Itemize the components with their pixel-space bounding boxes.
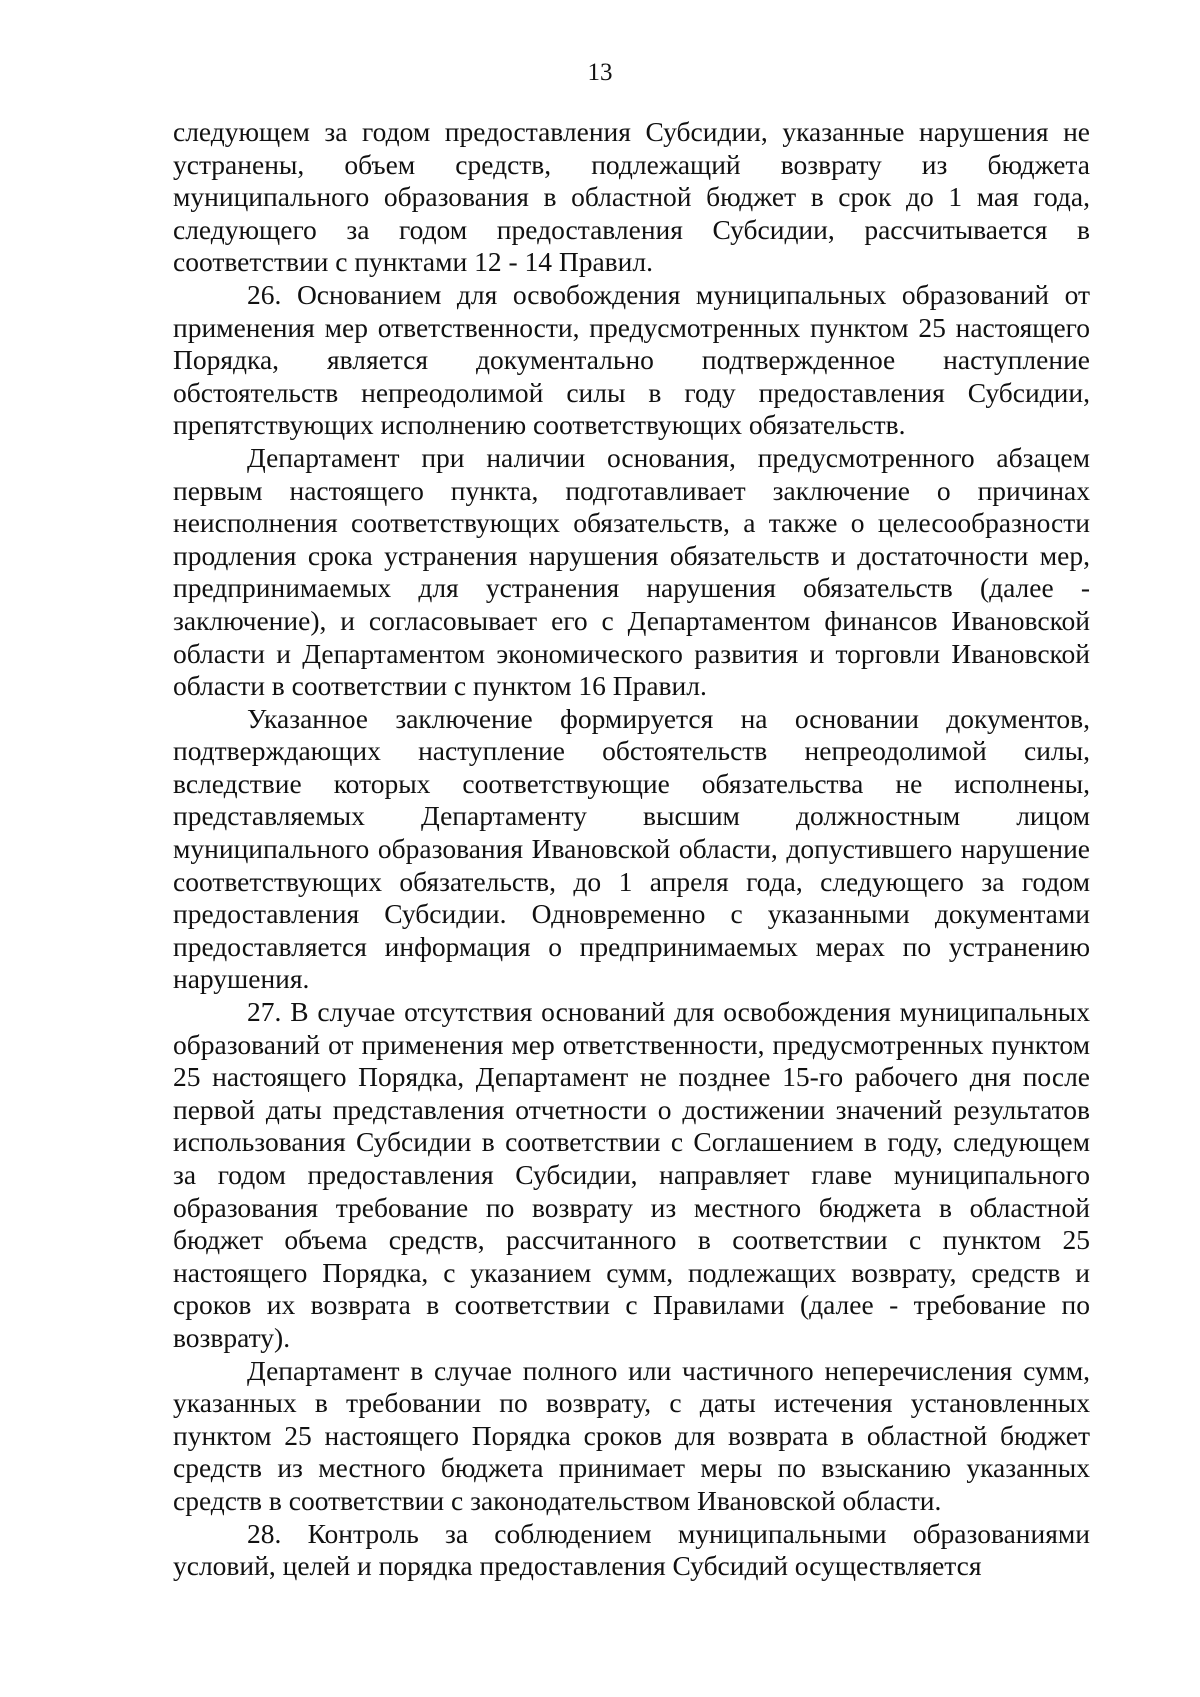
document-body	[173, 116, 1090, 1583]
paragraph-26-department-conclusion: Департамент при наличии основания, предусмотренного абзацем первым настоящего пункта, подготавливает заключение о причинах неисполнения соответствующих обязательств, а также о целесообразности продления срока устранения нарушения обязательств и достаточности мер, предпринимаемых для устранения нарушения обязательств (далее - заключение), и согласовывает его с Департаментом финансов Ивановской области и Департаментом экономического развития и торговли Ивановской области в соответствии с пунктом 16 Правил.	[173, 441, 1090, 702]
paragraph-28: 28. Контроль за соблюдением муниципальными образованиями условий, целей и порядка предоставления Субсидий осуществляется	[173, 1517, 1090, 1582]
page-number: 13	[587, 59, 613, 86]
paragraph-27: 27. В случае отсутствия оснований для освобождения муниципальных образований от применения мер ответственности, предусмотренных пунктом 25 настоящего Порядка, Департамент не позднее 15-го рабочего дня после первой даты представления отчетности о достижении значений результатов использования Субсидии в соответствии с Соглашением в году, следующем за годом предоставления Субсидии, направляет главе муниципального образования требование по возврату из местного бюджета в областной бюджет объема средств, рассчитанного в соответствии с пунктом 25 настоящего Порядка, с указанием сумм, подлежащих возврату, средств и сроков их возврата в соответствии с Правилами (далее - требование по возврату).	[173, 996, 1090, 1353]
paragraph-27-recovery-measures: Департамент в случае полного или частичного неперечисления сумм, указанных в требовании по возврату, с даты истечения установленных пунктом 25 настоящего Порядка сроков для возврата в областной бюджет средств из местного бюджета принимает меры по взысканию указанных средств в соответствии с законодательством Ивановской области.	[173, 1354, 1090, 1516]
paragraph-26-conclusion-basis: Указанное заключение формируется на основании документов, подтверждающих наступление обстоятельств непреодолимой силы, вследствие которых соответствующие обязательства не исполнены, представляемых Департаменту высшим должностным лицом муниципального образования Ивановской области, допустившего нарушение соответствующих обязательств, до 1 апреля года, следующего за годом предоставления Субсидии. Одновременно с указанными документами предоставляется информация о предпринимаемых мерах по устранению нарушения.	[173, 702, 1090, 995]
paragraph-26: 26. Основанием для освобождения муниципальных образований от применения мер ответственности, предусмотренных пунктом 25 настоящего Порядка, является документально подтвержденное наступление обстоятельств непреодолимой силы в году предоставления Субсидии, препятствующих исполнению соответствующих обязательств.	[173, 278, 1090, 441]
paragraph-continuation: следующем за годом предоставления Субсидии, указанные нарушения не устранены, объем средств, подлежащий возврату из бюджета муниципального образования в областной бюджет в срок до 1 мая года, следующего за годом предоставления Субсидии, рассчитывается в соответствии с пунктами 12 - 14 Правил.	[173, 116, 1090, 278]
